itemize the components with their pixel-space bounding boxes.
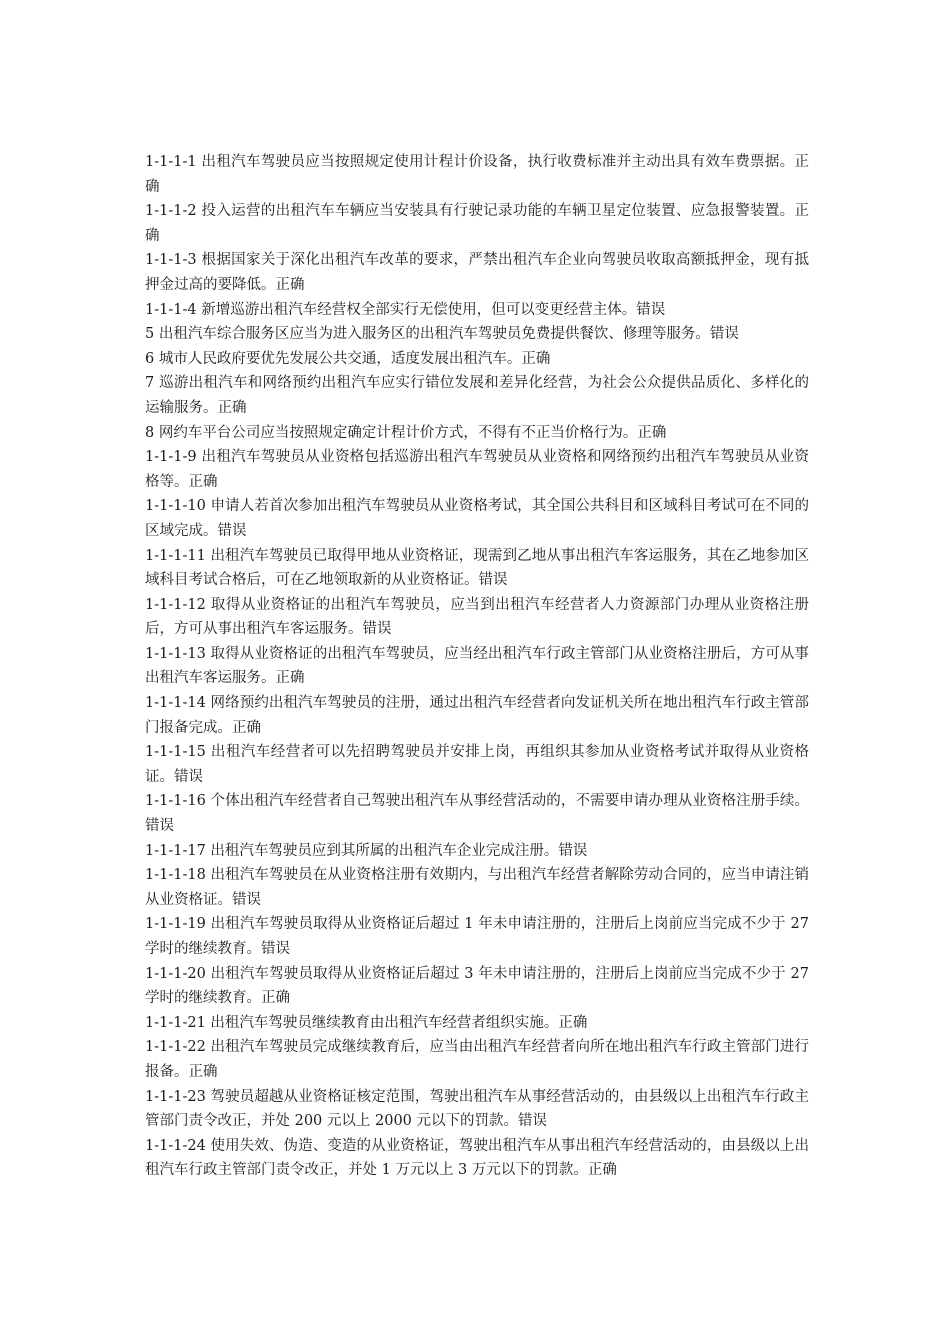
paragraph-15: 1-1-1-15 出租汽车经营者可以先招聘驾驶员并安排上岗，再组织其参加从业资格考试并取得从业资格证。错误 [145, 744, 809, 785]
paragraph-10: 1-1-1-10 申请人若首次参加出租汽车驾驶员从业资格考试，其全国公共科目和区域科目考试可在不同的区域完成。错误 [145, 498, 809, 539]
paragraph-6: 6 城市人民政府要优先发展公共交通，适度发展出租汽车。正确 [145, 350, 551, 367]
paragraph-22: 1-1-1-22 出租汽车驾驶员完成继续教育后，应当由出租汽车经营者向所在地出租汽车行政主管部门进行报备。正确 [145, 1039, 809, 1080]
paragraph-17: 1-1-1-17 出租汽车驾驶员应到其所属的出租汽车企业完成注册。错误 [145, 842, 588, 859]
paragraph-9: 1-1-1-9 出租汽车驾驶员从业资格包括巡游出租汽车驾驶员从业资格和网络预约出租汽车驾驶员从业资格等。正确 [145, 449, 809, 490]
paragraph-7: 7 巡游出租汽车和网络预约出租汽车应实行错位发展和差异化经营，为社会公众提供品质化、多样化的运输服务。正确 [145, 375, 809, 416]
paragraph-11: 1-1-1-11 出租汽车驾驶员已取得甲地从业资格证，现需到乙地从事出租汽车客运服务，其在乙地参加区域科目考试合格后，可在乙地领取新的从业资格证。错误 [145, 547, 809, 589]
document-body [145, 150, 809, 1183]
paragraph-23: 1-1-1-23 驾驶员超越从业资格证核定范围，驾驶出租汽车从事经营活动的，由县级以上出租汽车行政主管部门责令改正，并处 200 元以上 2000 元以下的罚款。错误 [145, 1088, 809, 1130]
paragraph-8: 8 网约车平台公司应当按照规定确定计程计价方式，不得有不正当价格行为。正确 [145, 424, 667, 441]
paragraph-13: 1-1-1-13 取得从业资格证的出租汽车驾驶员，应当经出租汽车行政主管部门从业资格注册后，方可从事出租汽车客运服务。正确 [145, 645, 809, 687]
paragraph-1: 1-1-1-1 出租汽车驾驶员应当按照规定使用计程计价设备，执行收费标准并主动出具有效车费票据。正确 [145, 154, 809, 195]
paragraph-21: 1-1-1-21 出租汽车驾驶员继续教育由出租汽车经营者组织实施。正确 [145, 1014, 588, 1031]
paragraph-5: 5 出租汽车综合服务区应当为进入服务区的出租汽车驾驶员免费提供餐饮、修理等服务。错误 [145, 326, 739, 343]
paragraph-18: 1-1-1-18 出租汽车驾驶员在从业资格注册有效期内，与出租汽车经营者解除劳动合同的，应当申请注销从业资格证。错误 [145, 867, 809, 908]
paragraph-3: 1-1-1-3 根据国家关于深化出租汽车改革的要求，严禁出租汽车企业向驾驶员收取高额抵押金，现有抵押金过高的要降低。正确 [145, 252, 809, 293]
paragraph-24: 1-1-1-24 使用失效、伪造、变造的从业资格证，驾驶出租汽车从事出租汽车经营活动的，由县级以上出租汽车行政主管部门责令改正，并处 1 万元以上 3 万元以下的罚款。正确 [145, 1137, 809, 1179]
paragraph-20: 1-1-1-20 出租汽车驾驶员取得从业资格证后超过 3 年未申请注册的，注册后上岗前应当完成不少于 27 学时的继续教育。正确 [145, 965, 809, 1007]
paragraph-19: 1-1-1-19 出租汽车驾驶员取得从业资格证后超过 1 年未申请注册的，注册后上岗前应当完成不少于 27 学时的继续教育。错误 [145, 916, 809, 957]
paragraph-16: 1-1-1-16 个体出租汽车经营者自己驾驶出租汽车从事经营活动的，不需要申请办理从业资格注册手续。错误 [145, 793, 809, 835]
paragraph-2: 1-1-1-2 投入运营的出租汽车车辆应当安装具有行驶记录功能的车辆卫星定位装置、应急报警装置。正确 [145, 203, 809, 244]
paragraph-4: 1-1-1-4 新增巡游出租汽车经营权全部实行无偿使用，但可以变更经营主体。错误 [145, 301, 666, 318]
paragraph-14: 1-1-1-14 网络预约出租汽车驾驶员的注册，通过出租汽车经营者向发证机关所在地出租汽车行政主管部门报备完成。正确 [145, 695, 809, 736]
paragraph-12: 1-1-1-12 取得从业资格证的出租汽车驾驶员，应当到出租汽车经营者人力资源部门办理从业资格注册后，方可从事出租汽车客运服务。错误 [145, 596, 809, 638]
